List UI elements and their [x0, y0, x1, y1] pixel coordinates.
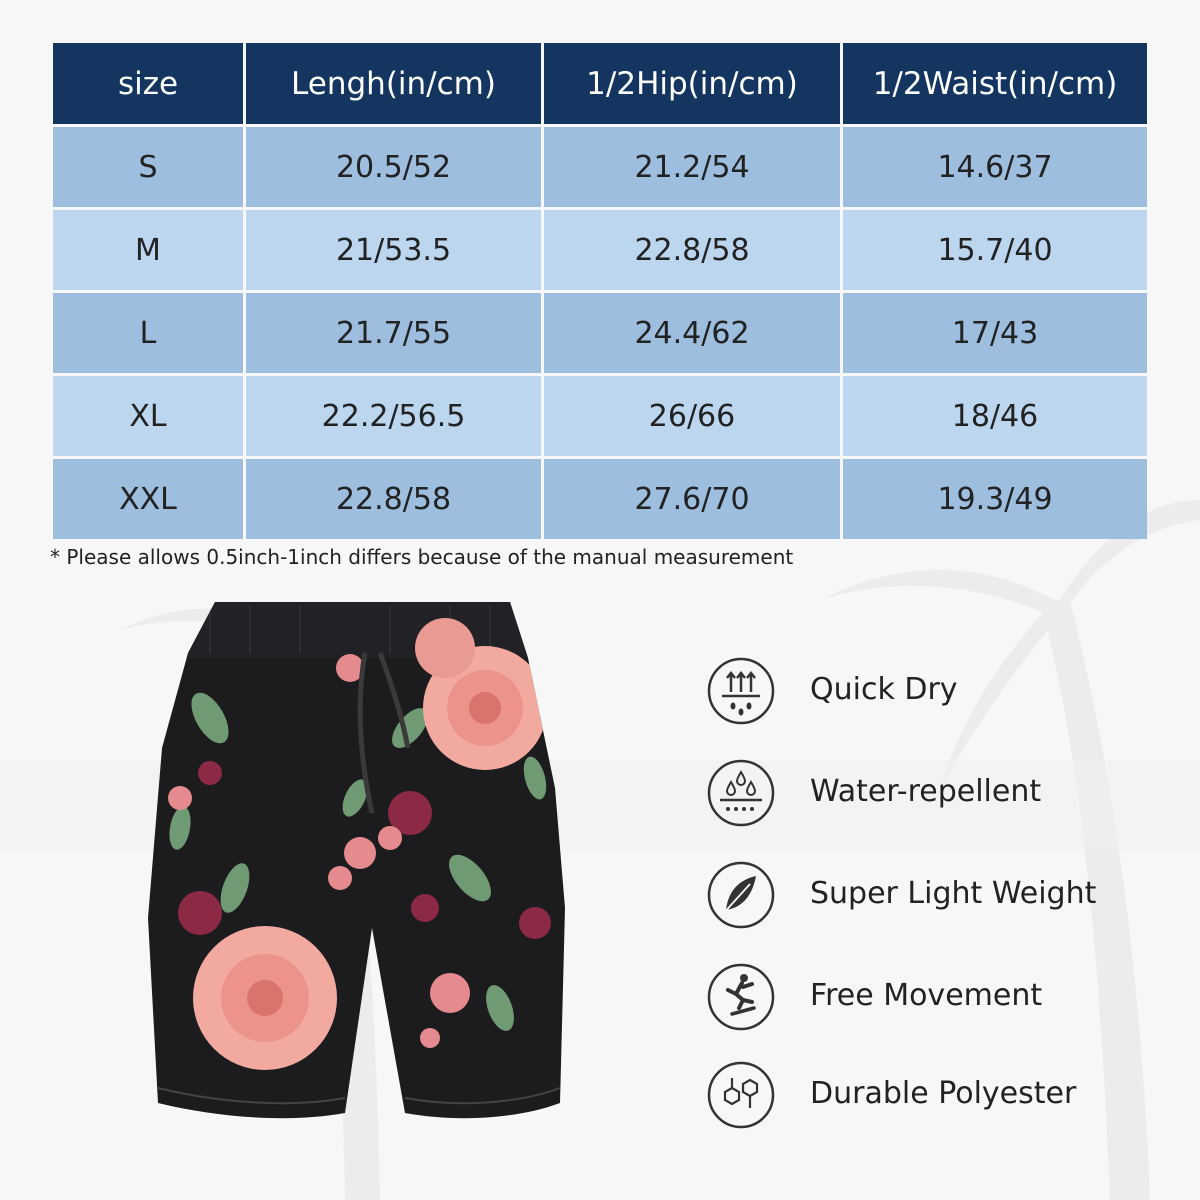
header-hip: 1/2Hip(in/cm)	[544, 43, 840, 124]
header-waist: 1/2Waist(in/cm)	[843, 43, 1147, 124]
cell-hip: 24.4/62	[544, 293, 840, 373]
cell-hip: 26/66	[544, 376, 840, 456]
feature-free-movement	[706, 962, 1166, 1032]
cell-waist: 17/43	[843, 293, 1147, 373]
cell-size: XL	[53, 376, 243, 456]
cell-waist: 14.6/37	[843, 127, 1147, 207]
cell-size: L	[53, 293, 243, 373]
water-repellent-icon	[706, 758, 776, 828]
cell-waist: 18/46	[843, 376, 1147, 456]
cell-length: 22.8/58	[246, 459, 541, 539]
floral-shorts-image	[140, 598, 570, 1188]
feature-label: Water-repellent	[810, 774, 1042, 809]
cell-size: M	[53, 210, 243, 290]
quick-dry-icon	[706, 656, 776, 726]
cell-waist: 19.3/49	[843, 459, 1147, 539]
skateboarder-icon	[706, 962, 776, 1032]
cell-hip: 22.8/58	[544, 210, 840, 290]
feature-label: Durable Polyester	[810, 1076, 1077, 1111]
feather-icon	[706, 860, 776, 930]
feature-label: Quick Dry	[810, 672, 958, 707]
cell-size: S	[53, 127, 243, 207]
table-row	[53, 459, 1147, 539]
table-row	[53, 210, 1147, 290]
molecule-icon	[706, 1060, 776, 1130]
cell-length: 22.2/56.5	[246, 376, 541, 456]
feature-quick-dry	[706, 656, 1166, 726]
cell-length: 20.5/52	[246, 127, 541, 207]
cell-size: XXL	[53, 459, 243, 539]
table-row	[53, 293, 1147, 373]
cell-length: 21.7/55	[246, 293, 541, 373]
table-header-row	[53, 43, 1147, 124]
feature-water-repellent	[706, 758, 1166, 828]
table-row	[53, 127, 1147, 207]
cell-waist: 15.7/40	[843, 210, 1147, 290]
cell-hip: 27.6/70	[544, 459, 840, 539]
feature-light-weight	[706, 860, 1166, 930]
feature-label: Free Movement	[810, 978, 1043, 1013]
size-chart-table	[50, 40, 1150, 542]
cell-hip: 21.2/54	[544, 127, 840, 207]
header-length: Lengh(in/cm)	[246, 43, 541, 124]
header-size: size	[53, 43, 243, 124]
feature-durable-polyester	[706, 1060, 1166, 1130]
table-row	[53, 376, 1147, 456]
feature-label: Super Light Weight	[810, 876, 1097, 911]
cell-length: 21/53.5	[246, 210, 541, 290]
measurement-note: * Please allows 0.5inch-1inch differs because of the manual measurement	[50, 545, 794, 569]
